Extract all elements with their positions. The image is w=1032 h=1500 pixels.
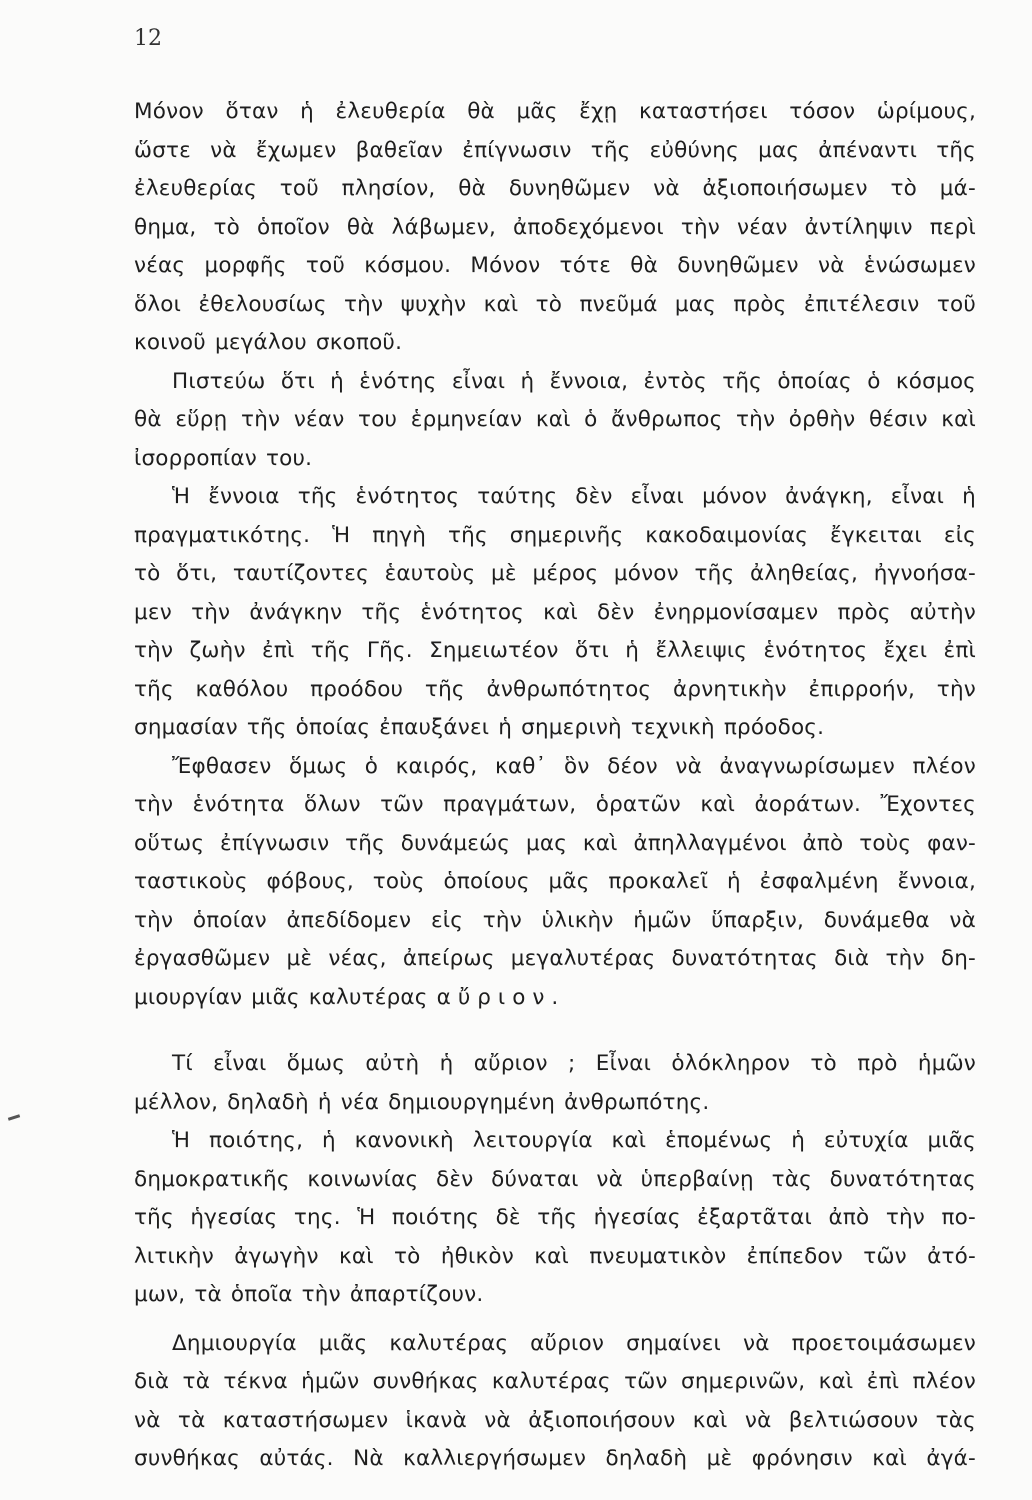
text-line-start: μιουργίαν μιᾶς καλυτέρας	[134, 984, 428, 1010]
text-line: μεν τὴν ἀνάγκην τῆς ἑνότητος καὶ δὲν ἐνηρμονίσαμεν πρὸς αὐτὴν	[134, 599, 976, 625]
paragraph-3	[134, 478, 976, 748]
text-line: τῆς καθόλου προόδου τῆς ἀνθρωπότητος ἀρνητικὴν ἐπιρροήν, τὴν	[134, 676, 976, 702]
text-line: νὰ τὰ καταστήσωμεν ἱκανὰ νὰ ἀξιοποιήσουν καὶ νὰ βελτιώσουν τὰς	[134, 1407, 976, 1433]
text-line: Δημιουργία μιᾶς καλυτέρας αὔριον σημαίνει νὰ προετοιμάσωμεν	[172, 1330, 976, 1356]
margin-mark	[8, 1114, 20, 1121]
text-line: μέλλον, δηλαδὴ ἡ νέα δημιουργημένη ἀνθρωπότης.	[134, 1089, 710, 1115]
text-line: Τί εἶναι ὅμως αὐτὴ ἡ αὔριον ; Εἶναι ὁλόκληρον τὸ πρὸ ἡμῶν	[172, 1051, 976, 1076]
text-line: ἐλευθερίας τοῦ πλησίον, θὰ δυνηθῶμεν νὰ ἀξιοποιήσωμεν τὸ μά-	[134, 176, 976, 201]
text-line: ἰσορροπίαν του.	[134, 445, 313, 471]
text-line: ὥστε νὰ ἔχωμεν βαθεῖαν ἐπίγνωσιν τῆς εὐθύνης μας ἀπέναντι τῆς	[134, 137, 976, 163]
paragraph-7	[134, 1325, 976, 1479]
page-number: 12	[134, 26, 162, 51]
text-line: λιτικὴν ἀγωγὴν καὶ τὸ ἠθικὸν καὶ πνευματικὸν ἐπίπεδον τῶν ἀτό-	[134, 1243, 976, 1269]
text-line: Ἡ ποιότης, ἡ κανονικὴ λειτουργία καὶ ἑπομένως ἡ εὐτυχία μιᾶς	[172, 1128, 976, 1153]
text-line	[134, 979, 976, 1018]
text-line: τῆς ἡγεσίας της. Ἡ ποιότης δὲ τῆς ἡγεσίας ἐξαρτᾶται ἀπὸ τὴν πο-	[134, 1205, 976, 1230]
body-text	[134, 93, 976, 1479]
text-line: θημα, τὸ ὁποῖον θὰ λάβωμεν, ἀποδεχόμενοι τὴν νέαν ἀντίληψιν περὶ	[134, 214, 976, 240]
text-line: σημασίαν τῆς ὁποίας ἐπαυξάνει ἡ σημερινὴ τεχνικὴ πρόοδος.	[134, 715, 825, 740]
text-line: δημοκρατικῆς κοινωνίας δὲν δύναται νὰ ὑπερβαίνῃ τὰς δυνατότητας	[134, 1166, 976, 1192]
paragraph-5	[134, 1045, 976, 1122]
text-line: Μόνον ὅταν ἡ ἐλευθερία θὰ μᾶς ἔχῃ καταστήσει τόσον ὡρίμους,	[134, 99, 976, 124]
text-line: νέας μορφῆς τοῦ κόσμου. Μόνον τότε θὰ δυνηθῶμεν νὰ ἑνώσωμεν	[134, 253, 976, 278]
paragraph-2	[134, 363, 976, 479]
text-line: Πιστεύω ὅτι ἡ ἑνότης εἶναι ἡ ἔννοια, ἐντὸς τῆς ὁποίας ὁ κόσμος	[172, 368, 976, 394]
text-line: μων, τὰ ὁποῖα τὴν ἀπαρτίζουν.	[134, 1282, 484, 1307]
text-line: κοινοῦ μεγάλου σκοποῦ.	[134, 330, 403, 355]
text-line: πραγματικότης. Ἡ πηγὴ τῆς σημερινῆς κακοδαιμονίας ἔγκειται εἰς	[134, 522, 976, 548]
text-line: τὴν ἑνότητα ὅλων τῶν πραγμάτων, ὁρατῶν καὶ ἀοράτων. Ἔχοντες	[134, 792, 976, 817]
text-line: τὸ ὅτι, ταυτίζοντες ἑαυτοὺς μὲ μέρος μόνον τῆς ἀληθείας, ἠγνοήσα-	[134, 561, 976, 586]
text-line: τὴν ζωὴν ἐπὶ τῆς Γῆς. Σημειωτέον ὅτι ἡ ἔλλειψις ἑνότητος ἔχει ἐπὶ	[134, 638, 976, 663]
text-line: συνθήκας αὐτάς. Νὰ καλλιεργήσωμεν δηλαδὴ μὲ φρόνησιν καὶ ἀγά-	[134, 1446, 976, 1471]
text-line: ταστικοὺς φόβους, τοὺς ὁποίους μᾶς προκαλεῖ ἡ ἐσφαλμένη ἔννοια,	[134, 869, 976, 894]
text-line: τὴν ὁποίαν ἀπεδίδομεν εἰς τὴν ὑλικὴν ἡμῶν ὕπαρξιν, δυνάμεθα νὰ	[134, 907, 976, 933]
paragraph-1	[134, 93, 976, 363]
spaced-emphasis: αὔριον.	[436, 984, 566, 1010]
text-line: θὰ εὕρῃ τὴν νέαν του ἑρμηνείαν καὶ ὁ ἄνθρωπος τὴν ὀρθὴν θέσιν καὶ	[134, 407, 976, 432]
text-line: ἐργασθῶμεν μὲ νέας, ἀπείρως μεγαλυτέρας δυνατότητας διὰ τὴν δη-	[134, 946, 976, 971]
text-line: Ἡ ἔννοια τῆς ἑνότητος ταύτης δὲν εἶναι μόνον ἀνάγκη, εἶναι ἡ	[172, 484, 976, 509]
paragraph-4	[134, 748, 976, 1018]
paragraph-gap	[134, 1017, 976, 1045]
paragraph-gap	[134, 1315, 976, 1325]
text-line: οὕτως ἐπίγνωσιν τῆς δυνάμεώς μας καὶ ἀπηλλαγμένοι ἀπὸ τοὺς φαν-	[134, 830, 976, 856]
text-line: Ἔφθασεν ὅμως ὁ καιρός, καθ᾽ ὃν δέον νὰ ἀναγνωρίσωμεν πλέον	[172, 753, 976, 779]
text-line: διὰ τὰ τέκνα ἡμῶν συνθήκας καλυτέρας τῶν σημερινῶν, καὶ ἐπὶ πλέον	[134, 1369, 976, 1394]
paragraph-6	[134, 1122, 976, 1315]
text-line: ὅλοι ἐθελουσίως τὴν ψυχὴν καὶ τὸ πνεῦμά μας πρὸς ἐπιτέλεσιν τοῦ	[134, 291, 976, 317]
